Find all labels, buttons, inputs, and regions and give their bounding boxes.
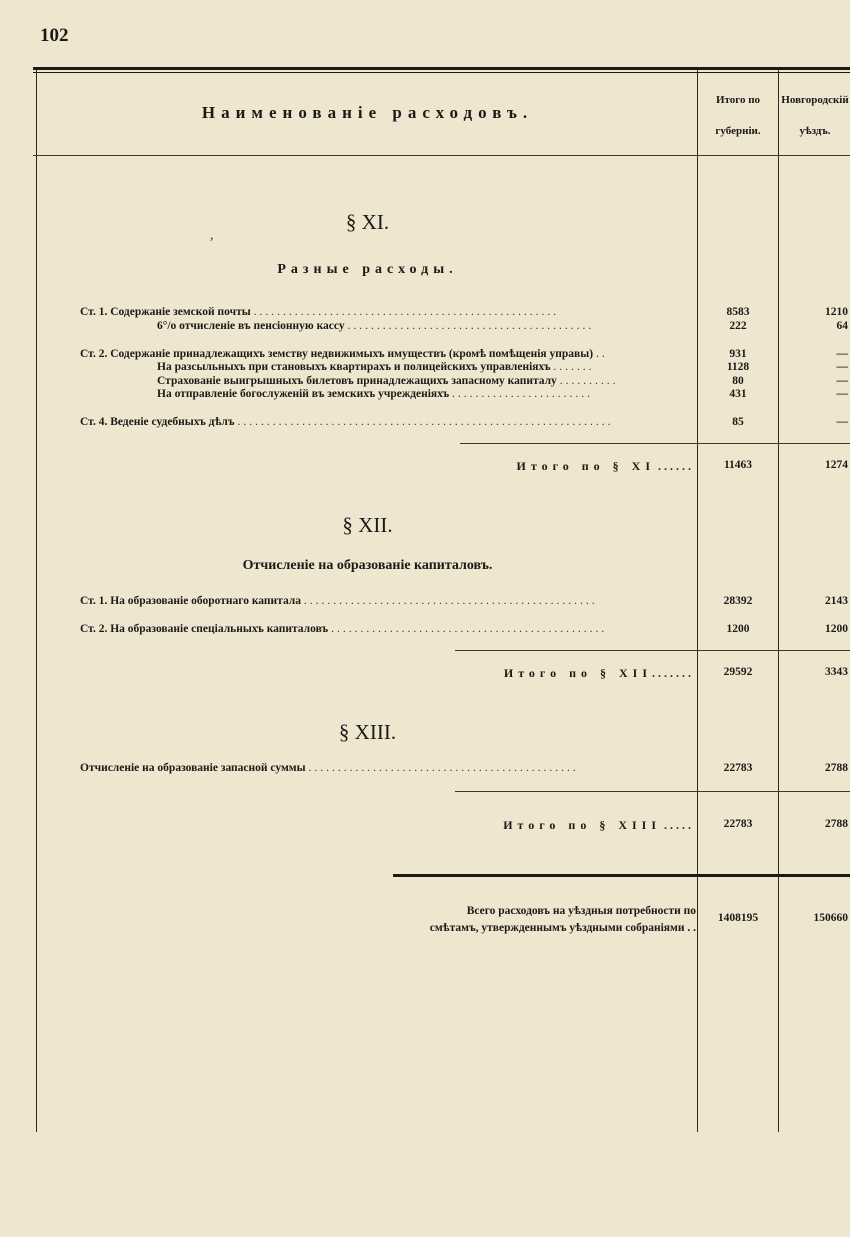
row-label: Ст. 1. На образованіе оборотнаго капитала xyxy=(80,595,302,607)
page-number: 102 xyxy=(40,25,69,46)
value-novgorod: — xyxy=(836,375,848,387)
ink-mark: , xyxy=(210,228,214,243)
column-title-expenses: Наименованіе расходовъ. xyxy=(201,103,534,122)
column-header-novgorod-line1: Новгородскій xyxy=(781,94,849,106)
column-divider-2 xyxy=(778,70,779,1132)
section-12-sign: § XII. xyxy=(342,513,393,537)
section-12-total-novgorod: 3343 xyxy=(825,666,848,678)
row-label: Ст. 4. Веденіе судебныхъ дѣлъ xyxy=(80,416,235,428)
section-12-total: Итого по § XII....... xyxy=(503,666,694,680)
grand-total-novgorod: 150660 xyxy=(813,912,848,924)
section-13-total: Итого по § XIII ..... xyxy=(503,818,694,832)
row-label: Ст. 2. На образованіе спеціальныхъ капиталовъ xyxy=(80,623,329,635)
section-11-total: Итого по § XI ...... xyxy=(516,459,694,473)
table-row: Ст. 2. На образованіе спеціальныхъ капиталовъ ............................................... xyxy=(80,623,608,635)
column-header-gubernia xyxy=(699,93,777,139)
value-gubernia: 931 xyxy=(729,348,747,360)
grand-total-line1: Всего расходовъ на уѣздныя потребности по xyxy=(466,905,696,917)
row-label: 6°/o отчисленіе въ пенсіонную кассу xyxy=(157,320,345,332)
value-novgorod: — xyxy=(836,361,848,373)
table-left-border xyxy=(36,70,37,1132)
value-gubernia: 1200 xyxy=(726,623,750,635)
table-row: 6°/o отчисленіе въ пенсіонную кассу .......................................... xyxy=(157,320,595,332)
value-gubernia: 22783 xyxy=(723,762,753,774)
section-13-total-gubernia: 22783 xyxy=(723,818,753,830)
table-row: Отчисленіе на образованіе запасной суммы .............................................. xyxy=(80,762,579,774)
table-row: На разсыльныхъ при становыхъ квартирахъ и полицейскихъ управленіяхъ ....... xyxy=(157,361,595,373)
section-13-sign: § XIII. xyxy=(338,720,397,744)
column-header-novgorod xyxy=(779,93,850,139)
value-novgorod: 1210 xyxy=(825,306,848,318)
section-11-total-novgorod: 1274 xyxy=(825,459,848,471)
value-novgorod: — xyxy=(836,416,848,428)
total-label: Итого по § XII xyxy=(503,666,652,680)
grand-total-line2-text: смѣтамъ, утвержденнымъ уѣздными собраніями xyxy=(429,922,685,934)
row-label: На отправленіе богослуженій въ земскихъ учрежденіяхъ xyxy=(157,388,450,400)
total-label: Итого по § XIII xyxy=(503,818,661,832)
table-row: На отправленіе богослуженій въ земскихъ учрежденіяхъ ........................ xyxy=(157,388,594,400)
section-12-total-gubernia: 29592 xyxy=(723,666,753,678)
subtotal-rule xyxy=(460,443,850,444)
row-label: На разсыльныхъ при становыхъ квартирахъ и полицейскихъ управленіяхъ xyxy=(157,361,551,373)
value-gubernia: 222 xyxy=(729,320,747,332)
value-gubernia: 85 xyxy=(732,416,744,428)
row-label: Отчисленіе на образованіе запасной суммы xyxy=(80,762,306,774)
value-gubernia: 1128 xyxy=(726,361,750,373)
value-gubernia: 431 xyxy=(729,388,747,400)
table-top-rule-thin xyxy=(33,72,850,73)
value-novgorod: — xyxy=(836,388,848,400)
section-12-title: Отчисленіе на образованіе капиталовъ. xyxy=(242,558,493,573)
value-novgorod: 64 xyxy=(836,320,848,332)
section-13-total-novgorod: 2788 xyxy=(825,818,848,830)
table-top-rule xyxy=(33,67,850,70)
value-novgorod: 1200 xyxy=(825,623,848,635)
grand-total-gubernia: 1408195 xyxy=(717,912,759,924)
subtotal-rule xyxy=(455,791,850,792)
column-header-gubernia-line1: Итого по xyxy=(715,94,761,106)
table-row: Ст. 4. Веденіе судебныхъ дѣлъ ................................................................ xyxy=(80,416,614,428)
value-gubernia: 28392 xyxy=(723,595,753,607)
row-label: Ст. 1. Содержаніе земской почты xyxy=(80,306,251,318)
grand-total-rule xyxy=(393,874,850,877)
table-row: Страхованіе выигрышныхъ билетовъ принадлежащихъ запасному капиталу .......... xyxy=(157,375,619,387)
header-bottom-rule xyxy=(33,155,850,156)
table-row: Ст. 1. На образованіе оборотнаго капитала .................................................. xyxy=(80,595,598,607)
value-gubernia: 80 xyxy=(732,375,744,387)
row-label: Ст. 2. Содержаніе принадлежащихъ земству недвижимыхъ имуществъ (кромѣ помѣщенія управы) xyxy=(80,348,594,360)
value-novgorod: — xyxy=(836,348,848,360)
grand-total-label xyxy=(360,903,696,937)
total-label: Итого по § XI xyxy=(516,459,655,473)
table-row: Ст. 2. Содержаніе принадлежащихъ земству недвижимыхъ имуществъ (кромѣ помѣщенія управы) .. xyxy=(80,348,608,360)
row-label: Страхованіе выигрышныхъ билетовъ принадлежащихъ запасному капиталу xyxy=(157,375,557,387)
section-11-sign: § XI. xyxy=(345,210,390,234)
table-row: Ст. 1. Содержаніе земской почты .................................................... xyxy=(80,306,560,318)
value-gubernia: 8583 xyxy=(726,306,750,318)
grand-total-line2: смѣтамъ, утвержденнымъ уѣздными собраніями . . xyxy=(429,922,696,934)
section-11-total-gubernia: 11463 xyxy=(723,459,753,471)
column-header-gubernia-line2: губерніи. xyxy=(715,125,761,137)
column-header-novgorod-line2: уѣздъ. xyxy=(799,125,831,137)
section-11-title: Разные расходы. xyxy=(277,262,458,277)
value-novgorod: 2788 xyxy=(825,762,848,774)
subtotal-rule xyxy=(455,650,850,651)
value-novgorod: 2143 xyxy=(825,595,848,607)
